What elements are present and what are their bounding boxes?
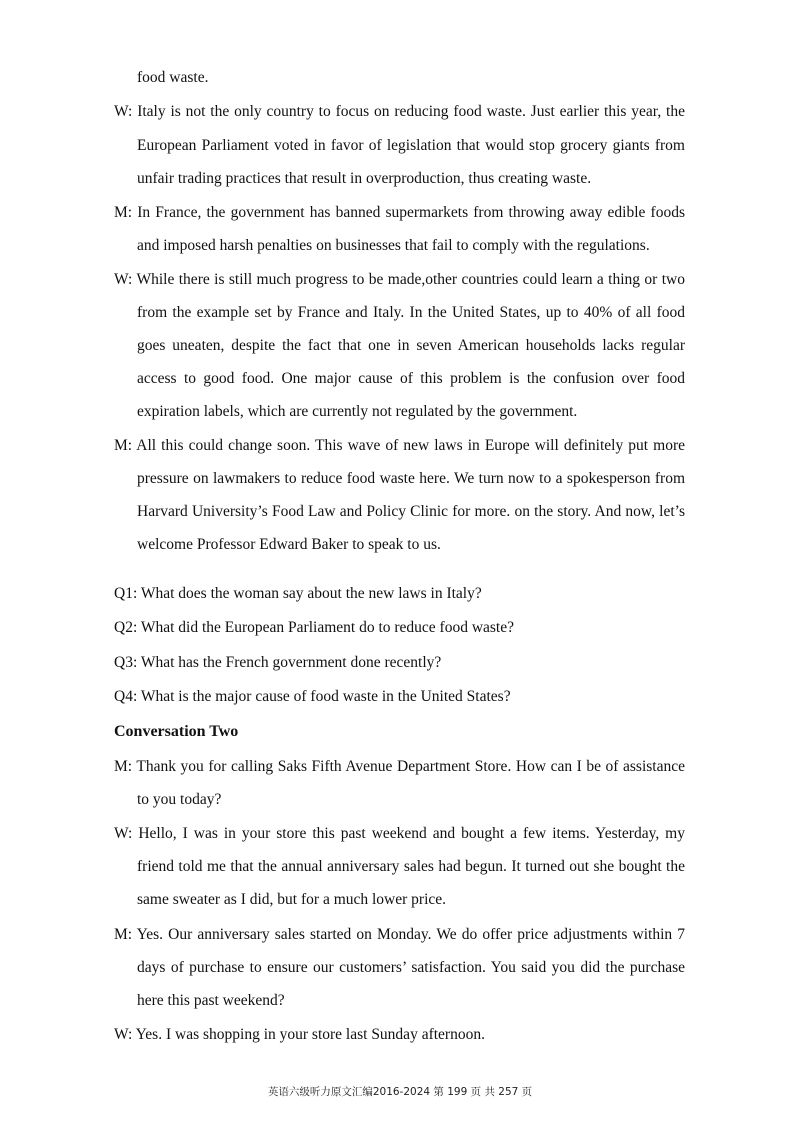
text-line: goes uneaten, despite the fact that one in seven American households lacks regular: [137, 337, 685, 354]
text-line: to you today?: [137, 791, 222, 808]
question-line: Q3: What has the French government done recently?: [114, 654, 442, 671]
text-line: days of purchase to ensure our customers’ satisfaction. You said you did the purchase: [137, 959, 685, 976]
text-line: M: Thank you for calling Saks Fifth Avenue Department Store. How can I be of assistance: [114, 758, 685, 775]
question-line: Q4: What is the major cause of food waste in the United States?: [114, 688, 511, 705]
text-line: from the example set by France and Italy. In the United States, up to 40% of all food: [137, 304, 685, 321]
text-line: welcome Professor Edward Baker to speak to us.: [137, 536, 441, 553]
question-line: Q2: What did the European Parliament do to reduce food waste?: [114, 619, 515, 636]
page-footer: 英语六级听力原文汇编2016-2024 第 199 页 共 257 页: [267, 1086, 533, 1098]
text-line: M: All this could change soon. This wave of new laws in Europe will definitely put more: [114, 437, 685, 454]
text-line: M: Yes. Our anniversary sales started on Monday. We do offer price adjustments within 7: [114, 926, 685, 943]
text-line: access to good food. One major cause of this problem is the confusion over food: [137, 370, 685, 387]
text-line: food waste.: [137, 69, 209, 86]
text-line: friend told me that the annual anniversary sales had begun. It turned out she bought the: [137, 858, 685, 875]
text-line: M: In France, the government has banned supermarkets from throwing away edible foods: [114, 204, 685, 221]
text-line: Harvard University’s Food Law and Policy Clinic for more. on the story. And now, let’s: [137, 503, 685, 520]
text-line: European Parliament voted in favor of legislation that would stop grocery giants from: [137, 137, 685, 154]
text-line: W: Hello, I was in your store this past weekend and bought a few items. Yesterday, my: [114, 825, 685, 842]
text-line: unfair trading practices that result in overproduction, thus creating waste.: [137, 170, 592, 187]
section-heading: Conversation Two: [114, 723, 239, 740]
text-line: pressure on lawmakers to reduce food waste here. We turn now to a spokesperson from: [137, 470, 685, 487]
text-line: expiration labels, which are currently not regulated by the government.: [137, 403, 578, 420]
text-line: here this past weekend?: [137, 992, 285, 1009]
question-line: Q1: What does the woman say about the new laws in Italy?: [114, 585, 482, 602]
text-line: W: While there is still much progress to be made,other countries could learn a thing or two: [114, 271, 685, 288]
text-line: and imposed harsh penalties on businesses that fail to comply with the regulations.: [137, 237, 650, 254]
text-line: W: Italy is not the only country to focus on reducing food waste. Just earlier this year, the: [114, 103, 685, 120]
text-line: W: Yes. I was shopping in your store last Sunday afternoon.: [114, 1026, 485, 1043]
text-line: same sweater as I did, but for a much lower price.: [137, 891, 447, 908]
